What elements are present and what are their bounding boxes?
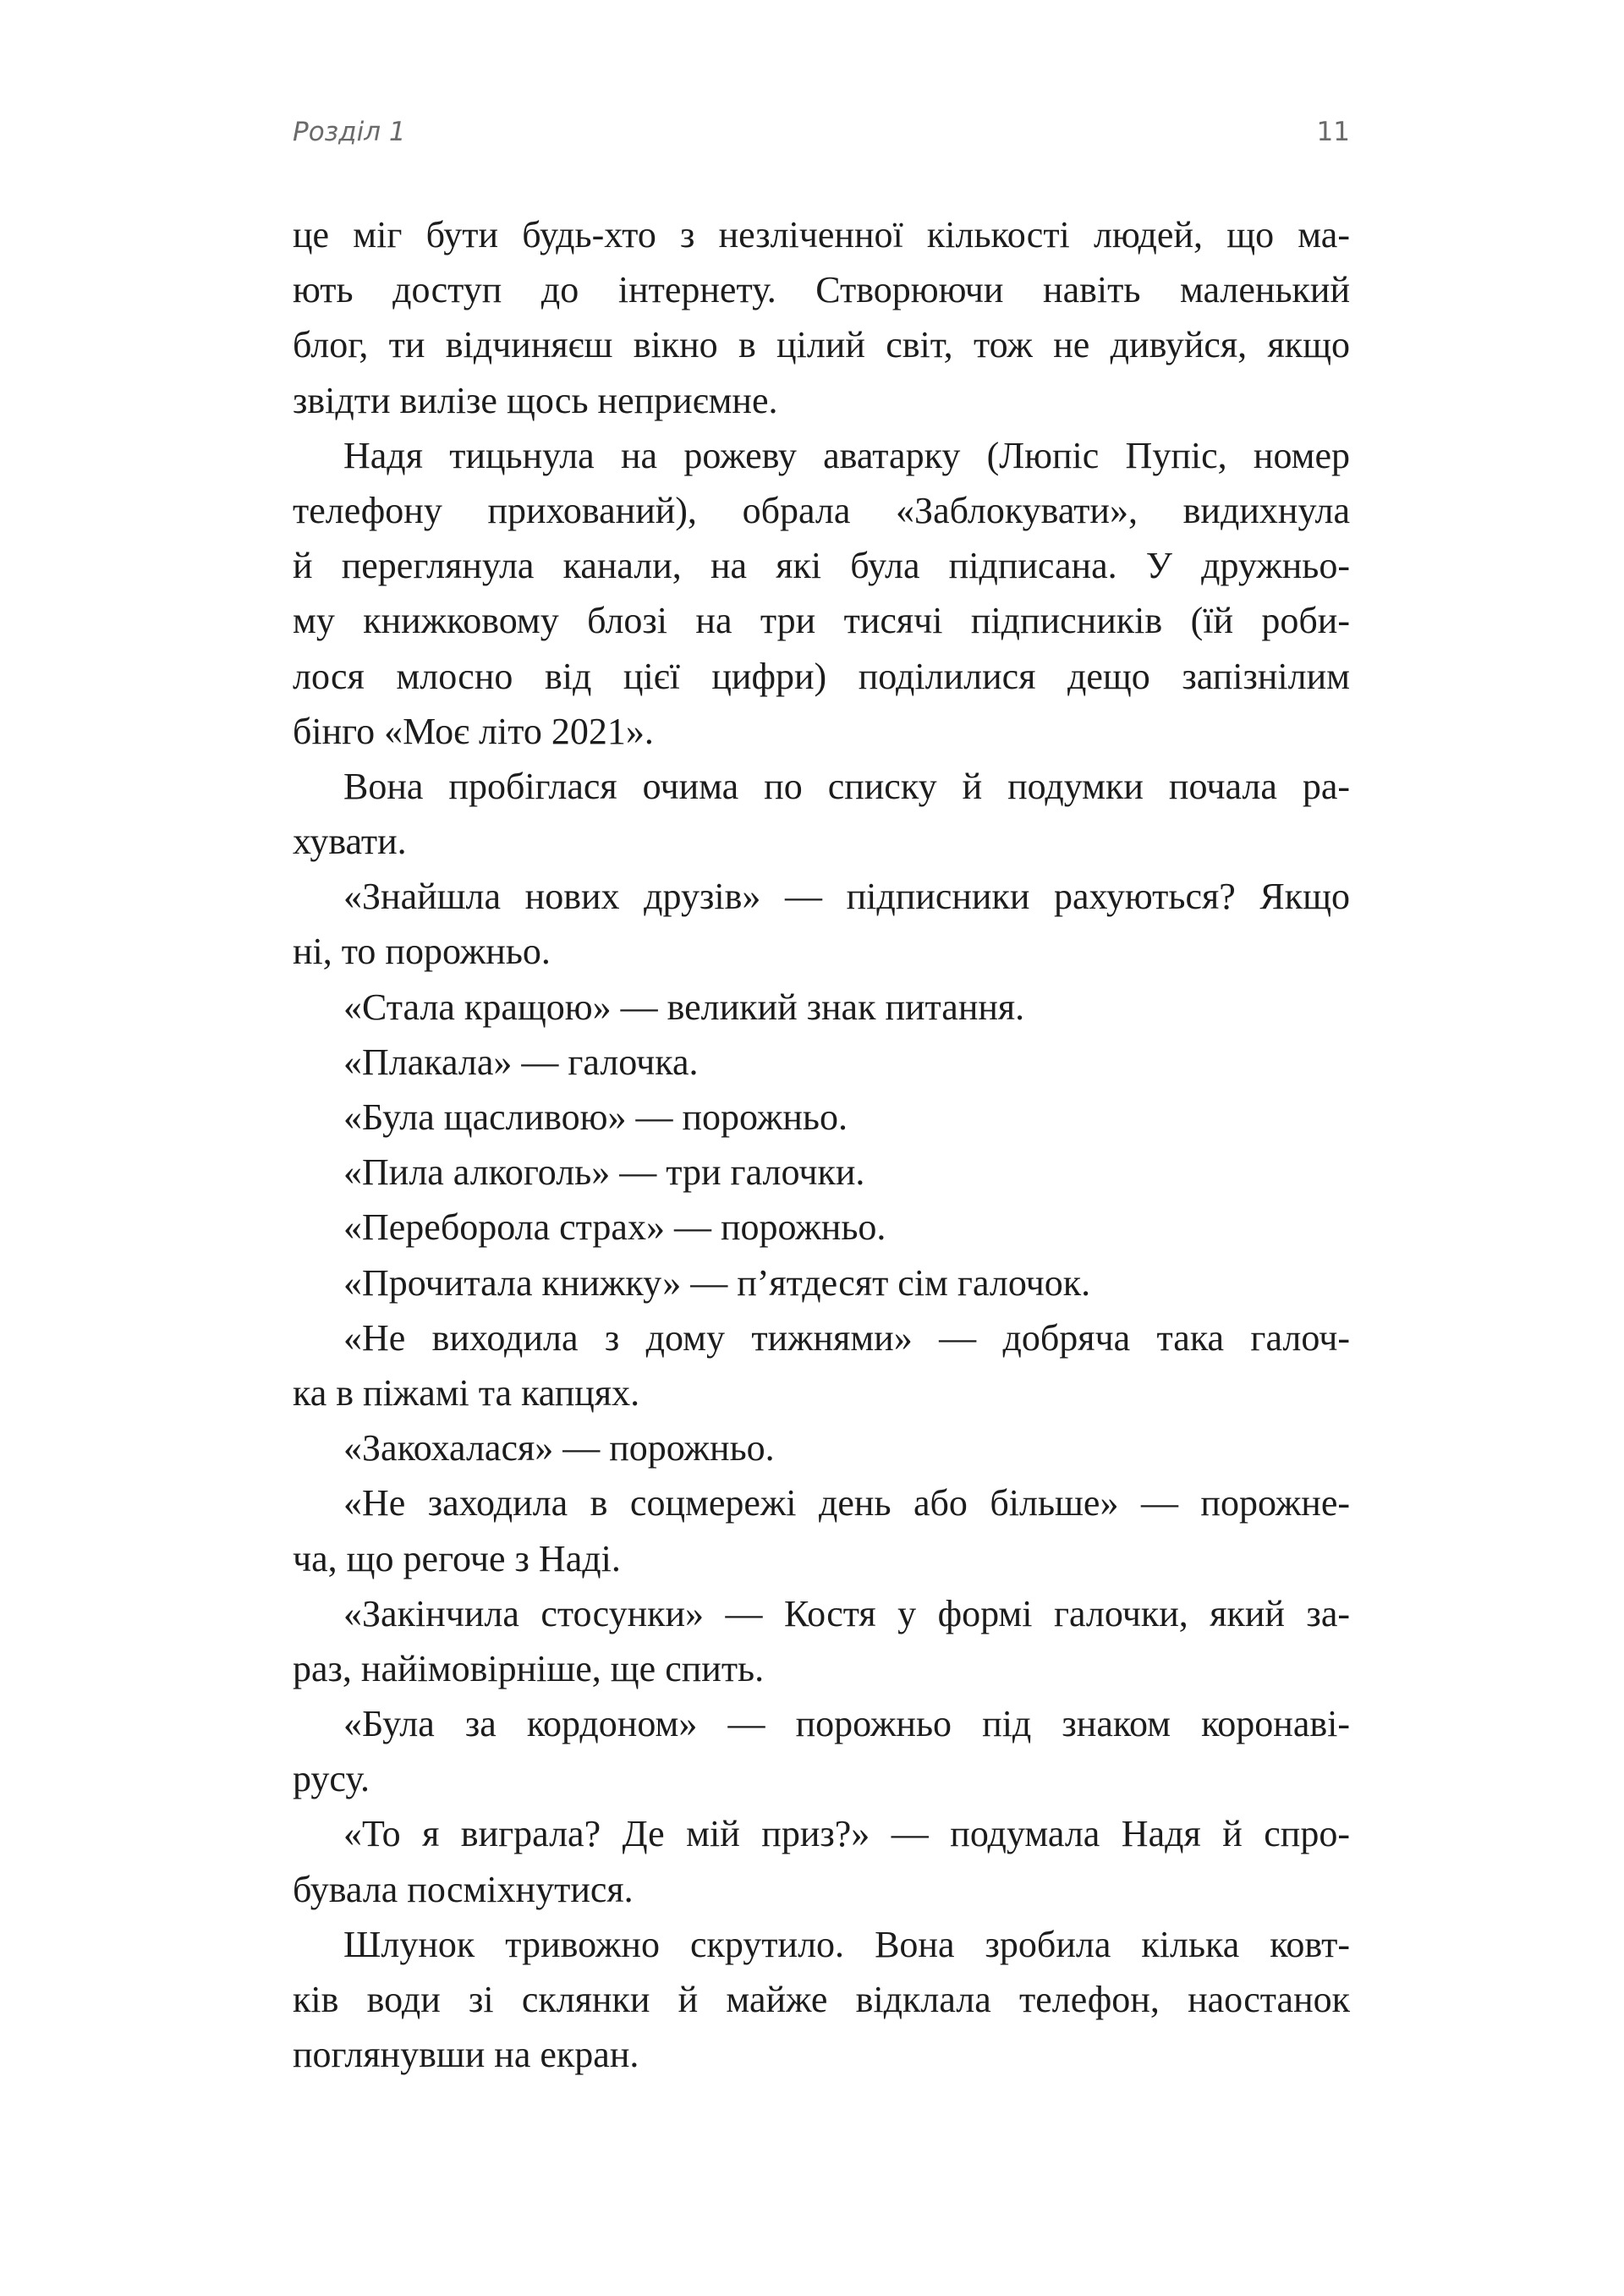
text-line: хувати. [293, 821, 407, 863]
text-line: «То я виграла? Де мій приз?» — подумала Надя й спро- [343, 1813, 1350, 1855]
paragraph [293, 1696, 1350, 1806]
paragraph [293, 759, 1350, 869]
text-line: «Пила алкоголь» — три галочки. [343, 1151, 865, 1194]
paragraph [293, 1035, 1350, 1090]
paragraph [293, 1200, 1350, 1255]
page-number: 11 [1316, 117, 1350, 147]
paragraph [293, 1420, 1350, 1475]
paragraph [293, 1917, 1350, 2083]
text-line: звідти вилізе щось неприємне. [293, 379, 778, 421]
text-line: му книжковому блозі на три тисячі підписників (їй роби- [293, 600, 1350, 642]
text-line: бувала посміхнутися. [293, 1868, 634, 1910]
text-line: «Переборола страх» — порожньо. [343, 1206, 886, 1249]
paragraph [293, 1475, 1350, 1585]
text-line: телефону прихований), обрала «Заблокувати», видихнула [293, 489, 1350, 531]
paragraph [293, 428, 1350, 759]
text-line: «Не заходила в соцмережі день або більше» — порожне- [343, 1482, 1350, 1524]
text-line: «Плакала» — галочка. [343, 1041, 699, 1083]
paragraph [293, 1090, 1350, 1145]
text-line: Шлунок тривожно скрутило. Вона зробила кілька ковт- [343, 1923, 1350, 1965]
paragraph [293, 869, 1350, 979]
text-line: раз, найімовірніше, ще спить. [293, 1647, 765, 1689]
text-line: Надя тицьнула на рожеву аватарку (Люпіс Пупіс, номер [343, 434, 1350, 476]
text-line: «Прочитала книжку» — п’ятдесят сім галочок. [343, 1261, 1091, 1304]
text-line: ка в піжамі та капцях. [293, 1371, 640, 1414]
text-line: «Була за кордоном» — порожньо під знаком коронаві- [343, 1703, 1350, 1745]
body-text [293, 207, 1350, 2082]
text-line: «Не виходила з дому тижнями» — добряча така галоч- [343, 1316, 1350, 1359]
text-line: «Закінчила стосунки» — Костя у формі галочки, який за- [343, 1592, 1350, 1634]
text-line: «Була щасливою» — порожньо. [343, 1096, 848, 1138]
text-line: русу. [293, 1758, 370, 1800]
text-line: поглянувши на екран. [293, 2034, 639, 2076]
paragraph [293, 207, 1350, 428]
text-line: Вона пробіглася очима по списку й подумки почала ра- [343, 765, 1350, 807]
paragraph [293, 1255, 1350, 1310]
paragraph [293, 1310, 1350, 1420]
paragraph [293, 1586, 1350, 1696]
text-line: лося млосно від цієї цифри) поділилися дещо запізнілим [293, 655, 1350, 697]
paragraph [293, 980, 1350, 1035]
running-header [293, 117, 1350, 164]
text-line: «Закохалася» — порожньо. [343, 1427, 775, 1469]
paragraph [293, 1145, 1350, 1200]
chapter-title: Розділ 1 [293, 117, 406, 147]
text-line: це міг бути будь-хто з незліченної кількості людей, що ма- [293, 214, 1350, 255]
text-line: блог, ти відчиняєш вікно в цілий світ, тож не дивуйся, якщо [293, 324, 1350, 366]
text-line: ків води зі склянки й майже відклала телефон, наостанок [293, 1979, 1350, 2020]
text-line: ча, що регоче з Наді. [293, 1537, 621, 1579]
text-line: й переглянула канали, на які була підписана. У дружньо- [293, 545, 1350, 587]
text-line: «Стала кращою» — великий знак питання. [343, 986, 1025, 1028]
text-line: ють доступ до інтернету. Створюючи навіть маленький [293, 269, 1350, 311]
text-line: «Знайшла нових друзів» — підписники рахуються? Якщо [343, 876, 1350, 918]
text-line: ні, то порожньо. [293, 931, 551, 973]
text-line: бінго «Моє літо 2021». [293, 710, 654, 752]
paragraph [293, 1806, 1350, 1916]
